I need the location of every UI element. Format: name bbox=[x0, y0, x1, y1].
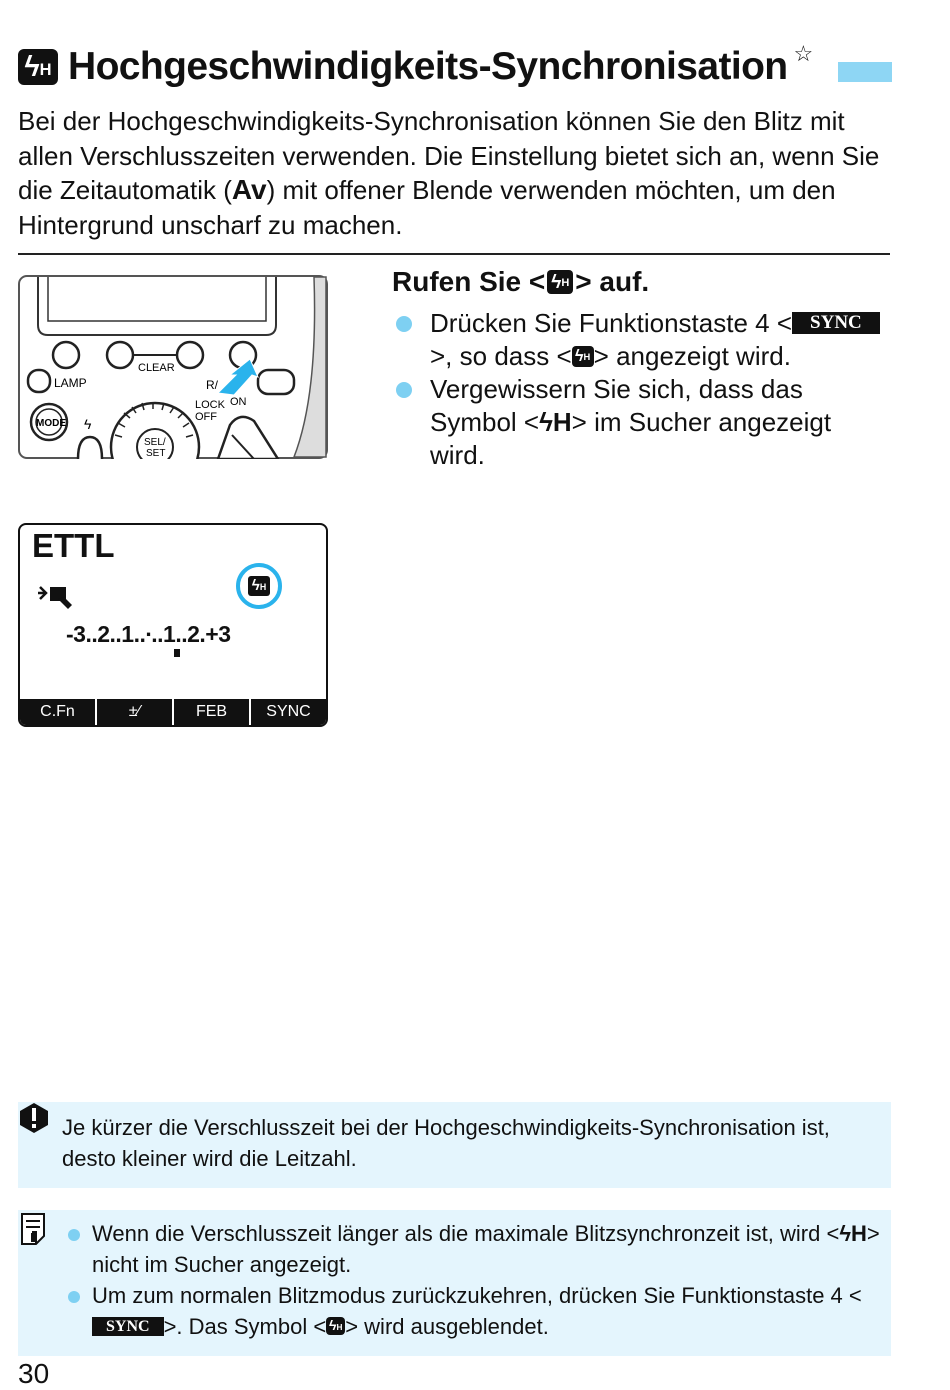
step-text: > im Sucher angezeigt wird. bbox=[430, 407, 832, 470]
lock-label: LOCK bbox=[195, 399, 225, 411]
bullet-icon bbox=[68, 1229, 80, 1241]
function-key-3: FEB bbox=[172, 699, 249, 725]
mode-label: MODE bbox=[36, 418, 66, 429]
lamp-label: LAMP bbox=[54, 376, 87, 390]
function-key-1: C.Fn bbox=[40, 703, 75, 720]
off-label: OFF bbox=[195, 411, 217, 423]
on-label: ON bbox=[230, 396, 247, 408]
av-mode-symbol: Av bbox=[231, 174, 267, 205]
step-text: Vergewissern Sie sich, dass das Symbol < bbox=[430, 374, 803, 437]
viewfinder-hs-symbol: ϟH bbox=[539, 407, 572, 437]
high-speed-sync-icon: ϟ H bbox=[326, 1317, 345, 1335]
high-speed-sync-icon: ϟ H bbox=[572, 346, 594, 367]
high-speed-sync-icon: ϟ H bbox=[547, 270, 573, 294]
bullet-icon bbox=[396, 316, 412, 332]
note-text: Um zum normalen Blitzmodus zurückzukehren, drücken Sie Funktionstaste 4 < bbox=[92, 1283, 862, 1308]
high-speed-sync-icon: ϟ H bbox=[18, 49, 58, 85]
intro-text-1: Bei der Hochgeschwindigkeits-Synchronisation können Sie den Blitz mit allen Verschlusszeiten verwenden. Die Einstellung bietet sich an, wenn Sie die Zeitautomatik ( bbox=[18, 106, 880, 205]
step-text: >, so dass < bbox=[430, 341, 572, 371]
note-text: > wird ausgeblendet. bbox=[345, 1314, 549, 1339]
lcd-high-speed-sync-indicator bbox=[236, 563, 282, 609]
flash-exposure-icon bbox=[38, 581, 78, 615]
note-text: > nicht im Sucher angezeigt. bbox=[92, 1221, 880, 1277]
page-number: 30 bbox=[18, 1358, 50, 1389]
step-heading-post: > auf. bbox=[575, 266, 650, 297]
title-text: Hochgeschwindigkeits-Synchronisation bbox=[68, 45, 788, 88]
step-heading-pre: Rufen Sie < bbox=[392, 266, 546, 297]
function-key-2: ±⁄ bbox=[95, 699, 172, 725]
intro-paragraph bbox=[18, 104, 888, 242]
svg-text:ϟ: ϟ bbox=[84, 416, 92, 432]
sel-set-label-2: SET bbox=[146, 448, 166, 459]
list-item bbox=[66, 1280, 886, 1342]
divider bbox=[18, 253, 890, 255]
step-text: > angezeigt wird. bbox=[593, 341, 791, 371]
intro-text-2: ) mit offener Blende verwenden möchten, um den Hintergrund unscharf zu machen. bbox=[18, 175, 836, 240]
section-tab-marker bbox=[838, 62, 892, 82]
step-list bbox=[392, 307, 892, 472]
caution-text: Je kürzer die Verschlusszeit bei der Hochgeschwindigkeits-Synchronisation ist, desto kleiner wird die Leitzahl. bbox=[62, 1115, 830, 1171]
star-icon: ☆ bbox=[793, 41, 814, 66]
page-title bbox=[18, 40, 813, 94]
bullet-icon bbox=[68, 1291, 80, 1303]
lcd-mode-label: ETTL bbox=[32, 527, 115, 564]
r-label: R/ bbox=[206, 378, 218, 392]
list-item bbox=[392, 307, 892, 373]
clear-label: CLEAR bbox=[138, 362, 175, 374]
note-text: >. Das Symbol < bbox=[163, 1314, 327, 1339]
sync-key-icon: SYNC bbox=[92, 1317, 164, 1336]
caution-icon bbox=[18, 1102, 50, 1134]
high-speed-sync-icon: ϟ H bbox=[248, 576, 270, 596]
exposure-compensation-scale: -3..2..1..∙..1..2.+3 bbox=[66, 621, 231, 647]
lcd-panel bbox=[18, 523, 328, 727]
bullet-icon bbox=[396, 382, 412, 398]
step-text: Drücken Sie Funktionstaste 4 < bbox=[430, 308, 793, 338]
memo-icon bbox=[20, 1212, 46, 1246]
flash-unit-illustration bbox=[18, 275, 328, 459]
scale-indicator bbox=[174, 649, 180, 657]
function-key-4: SYNC bbox=[249, 699, 326, 725]
step-heading bbox=[392, 266, 649, 298]
note-list bbox=[66, 1218, 886, 1342]
list-item bbox=[392, 373, 892, 472]
function-key-bar bbox=[20, 699, 326, 725]
list-item bbox=[66, 1218, 886, 1280]
sel-set-label-1: SEL/ bbox=[144, 437, 166, 448]
viewfinder-hs-symbol: ϟH bbox=[839, 1221, 867, 1246]
note-text: Wenn die Verschlusszeit länger als die maximale Blitzsynchronzeit ist, wird < bbox=[92, 1221, 840, 1246]
sync-key-icon: SYNC bbox=[792, 312, 880, 334]
